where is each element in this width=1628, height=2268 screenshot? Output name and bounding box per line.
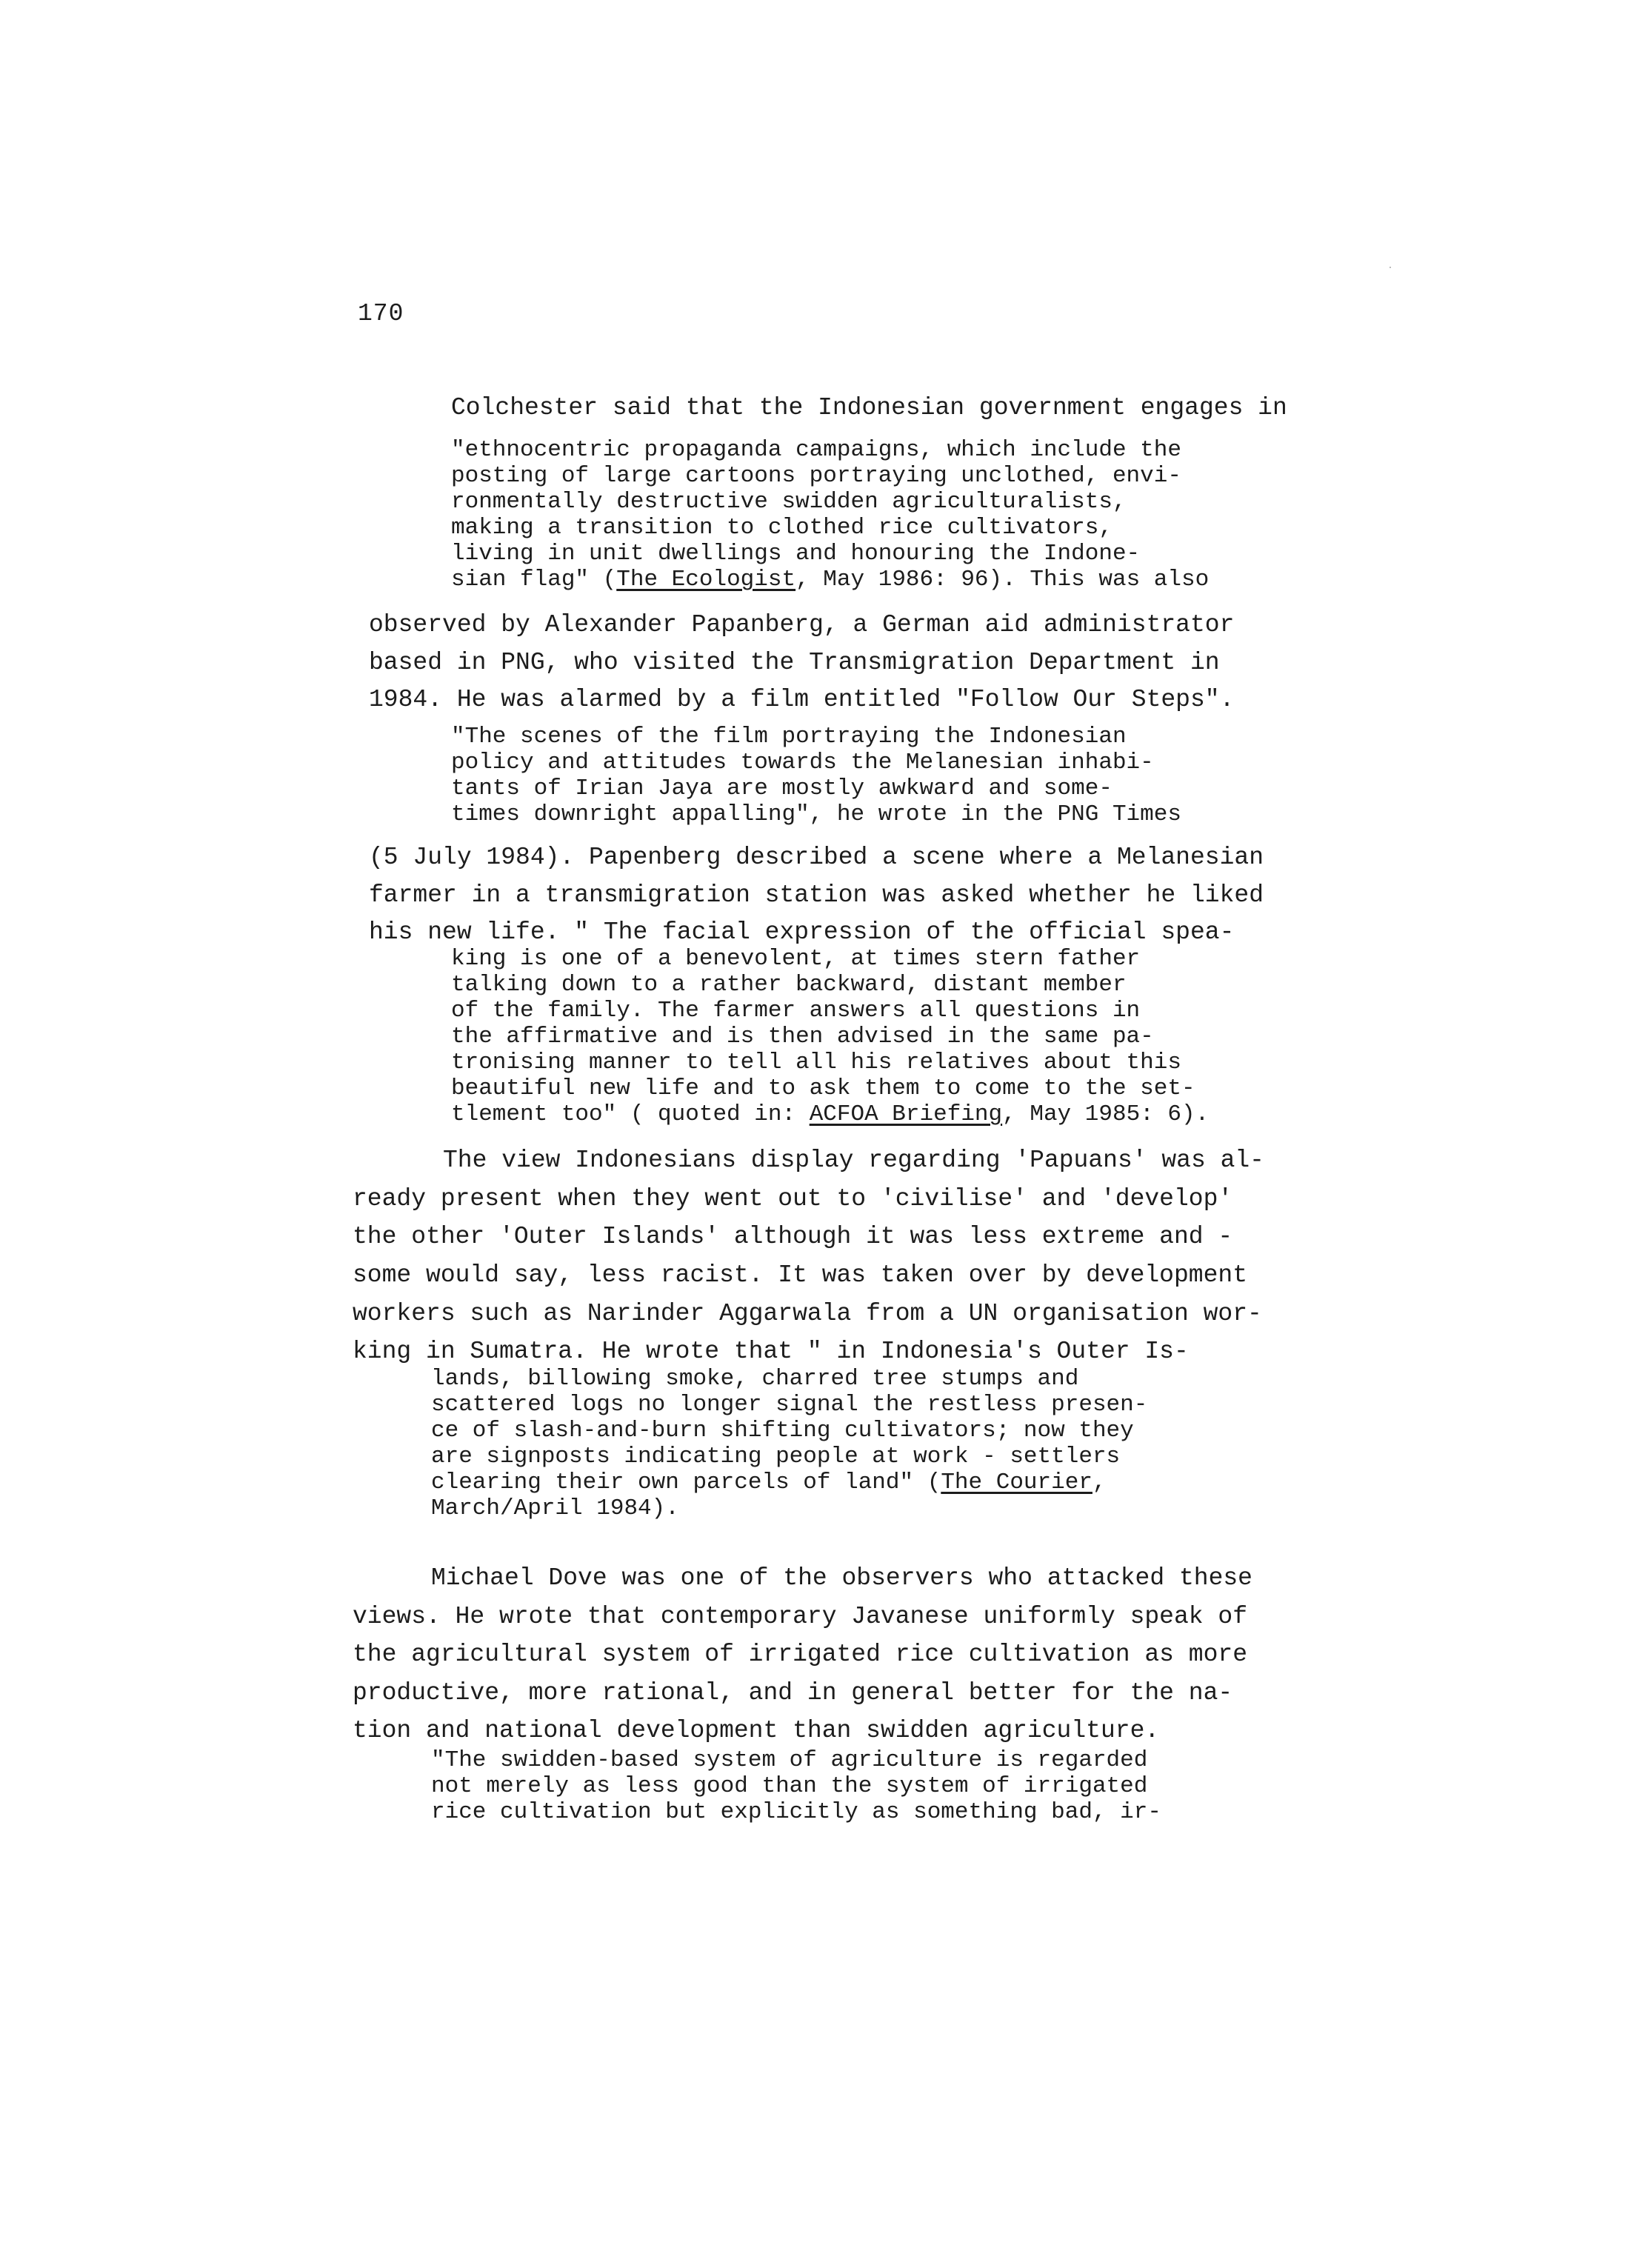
quote-line: posting of large cartoons portraying unclothed, envi- bbox=[451, 463, 1181, 489]
quote-line-part: tlement too" ( quoted in: bbox=[451, 1101, 810, 1127]
text-line: the other 'Outer Islands' although it was less extreme and - bbox=[353, 1223, 1233, 1250]
citation-source: The Ecologist bbox=[616, 567, 796, 593]
scan-speck bbox=[1390, 267, 1391, 268]
quote-line: tronising manner to tell all his relatives about this bbox=[451, 1050, 1181, 1075]
text-line: (5 July 1984). Papenberg described a scene where a Melanesian bbox=[369, 844, 1264, 871]
text-line: based in PNG, who visited the Transmigration Department in bbox=[369, 649, 1220, 676]
quote-line: not merely as less good than the system of irrigated bbox=[431, 1773, 1148, 1799]
text-line: Michael Dove was one of the observers who attacked these bbox=[431, 1564, 1252, 1592]
quote-line: policy and attitudes towards the Melanesian inhabi- bbox=[451, 750, 1154, 776]
quote-line: of the family. The farmer answers all questions in bbox=[451, 998, 1141, 1024]
quote-line: king is one of a benevolent, at times stern father bbox=[451, 946, 1141, 972]
quote-line: beautiful new life and to ask them to come to the set- bbox=[451, 1075, 1195, 1101]
quote-line: "The scenes of the film portraying the Indonesian bbox=[451, 724, 1127, 750]
quote-line: "The swidden-based system of agriculture is regarded bbox=[431, 1747, 1148, 1773]
quote-line: living in unit dwellings and honouring the Indone- bbox=[451, 541, 1141, 567]
text-line: his new life. " The facial expression of the official spea- bbox=[369, 918, 1235, 946]
text-line: workers such as Narinder Aggarwala from a UN organisation wor- bbox=[353, 1300, 1262, 1327]
quote-line-with-citation bbox=[431, 1469, 1107, 1497]
text-line: tion and national development than swidden agriculture. bbox=[353, 1717, 1160, 1744]
text-line: king in Sumatra. He wrote that " in Indonesia's Outer Is- bbox=[353, 1338, 1189, 1365]
text-line: observed by Alexander Papanberg, a German aid administrator bbox=[369, 611, 1235, 638]
text-line: farmer in a transmigration station was asked whether he liked bbox=[369, 881, 1264, 909]
quote-line: ronmentally destructive swidden agriculturalists, bbox=[451, 489, 1127, 515]
text-line: Colchester said that the Indonesian government engages in bbox=[451, 394, 1287, 421]
text-line: ready present when they went out to 'civilise' and 'develop' bbox=[353, 1185, 1233, 1213]
text-line: 1984. He was alarmed by a film entitled "Follow Our Steps". bbox=[369, 686, 1235, 713]
citation-source: The Courier bbox=[941, 1470, 1092, 1495]
quote-line: talking down to a rather backward, distant member bbox=[451, 972, 1127, 998]
quote-line: times downright appalling", he wrote in the PNG Times bbox=[451, 801, 1181, 827]
quote-line-part: clearing their own parcels of land" ( bbox=[431, 1470, 941, 1495]
page-number: 170 bbox=[358, 300, 404, 327]
text-line: the agricultural system of irrigated rice cultivation as more bbox=[353, 1641, 1247, 1668]
quote-line: lands, billowing smoke, charred tree stumps and bbox=[431, 1366, 1079, 1392]
quote-line-part: sian flag" ( bbox=[451, 567, 617, 593]
quote-line-with-citation bbox=[451, 566, 1209, 594]
quote-line: scattered logs no longer signal the restless presen- bbox=[431, 1392, 1148, 1418]
quote-line: are signposts indicating people at work - settlers bbox=[431, 1444, 1121, 1470]
citation-source: ACFOA Briefing bbox=[809, 1101, 1003, 1127]
quote-line: March/April 1984). bbox=[431, 1495, 679, 1521]
text-line: The view Indonesians display regarding 'Papuans' was al- bbox=[443, 1147, 1264, 1174]
text-line: some would say, less racist. It was taken over by development bbox=[353, 1261, 1247, 1289]
quote-line: the affirmative and is then advised in the same pa- bbox=[451, 1024, 1154, 1050]
quote-line: tants of Irian Jaya are mostly awkward and some- bbox=[451, 776, 1112, 801]
quote-line-with-citation bbox=[451, 1101, 1209, 1129]
quote-line: making a transition to clothed rice cultivators, bbox=[451, 515, 1112, 541]
quote-line-part: , May 1986: 96). This was also bbox=[795, 567, 1210, 593]
quote-line-part: , bbox=[1092, 1470, 1107, 1495]
text-line: productive, more rational, and in general better for the na- bbox=[353, 1679, 1233, 1707]
quote-line: "ethnocentric propaganda campaigns, which include the bbox=[451, 437, 1181, 463]
quote-line: ce of slash-and-burn shifting cultivators; now they bbox=[431, 1418, 1134, 1444]
quote-line-part: , May 1985: 6). bbox=[1002, 1101, 1210, 1127]
quote-line: rice cultivation but explicitly as something bad, ir- bbox=[431, 1799, 1161, 1825]
text-line: views. He wrote that contemporary Javanese uniformly speak of bbox=[353, 1603, 1247, 1630]
